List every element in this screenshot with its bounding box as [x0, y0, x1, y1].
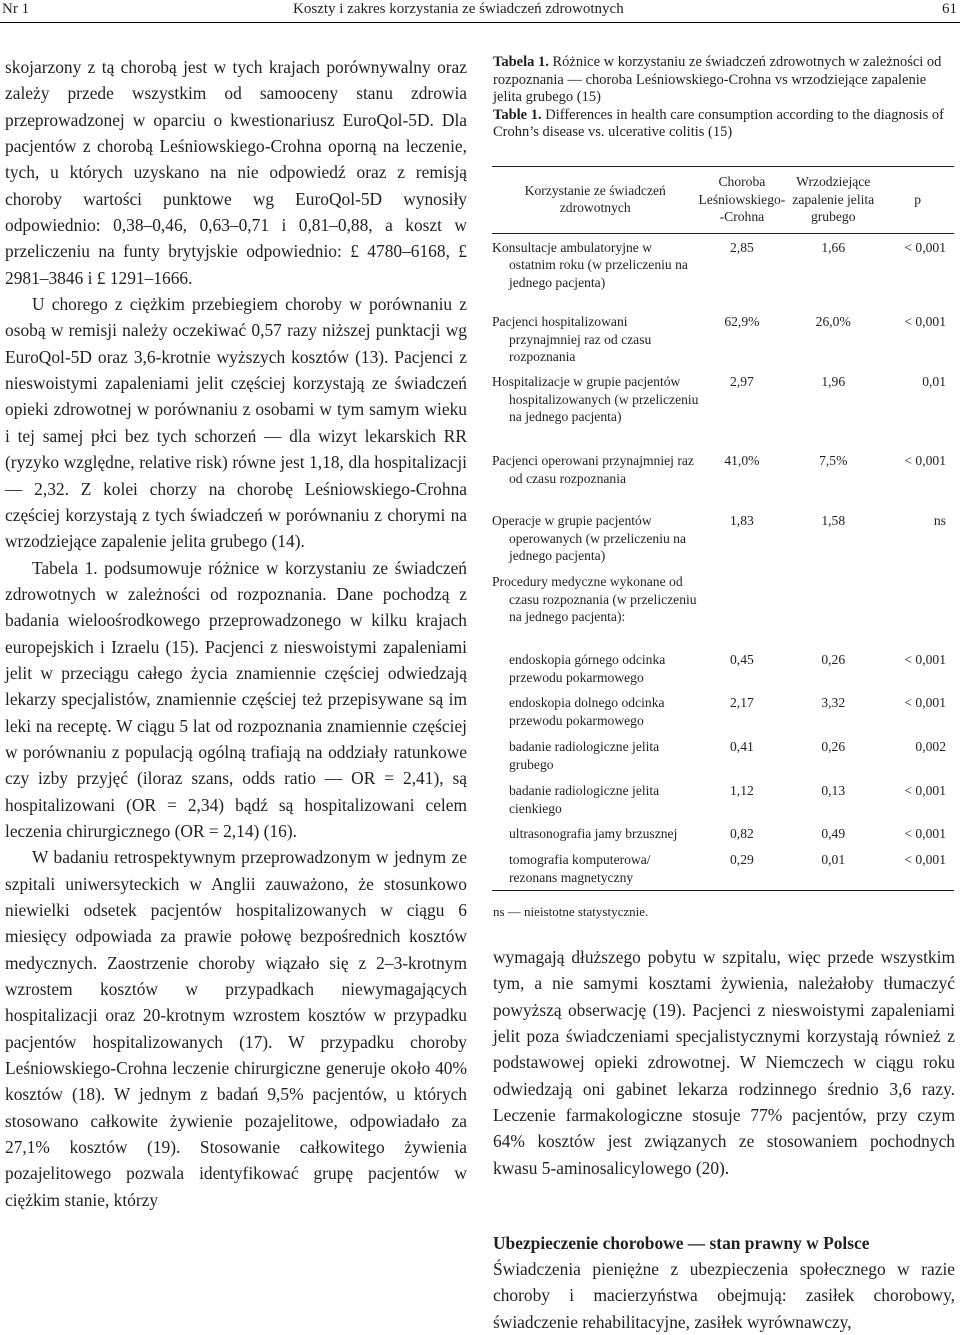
cell-uc: 0,49: [821, 826, 846, 841]
running-header: [0, 0, 960, 23]
paragraph: Świadczenia pieniężne z ubezpieczenia społecznego w razie choroby i macierzyństwa obejmują: zasiłek chorobowy, świadczenie rehabilitacyjne, zasiłek wyrównawczy,: [493, 1259, 955, 1332]
cell-p: 0,01: [922, 374, 946, 389]
cell-p: < 0,001: [904, 695, 946, 710]
table-row: [492, 851, 954, 891]
table-row: [492, 452, 954, 512]
column-header: Wrzodziejące zapalenie jelita grubego: [785, 167, 881, 234]
page-number: 61: [942, 1, 957, 17]
cell-crohn: [698, 573, 785, 651]
cell-p: < 0,001: [904, 314, 946, 329]
row-label: badanie radiologiczne jelita cienkiego: [509, 783, 660, 816]
cell-crohn: 41,0%: [724, 453, 760, 468]
table-row: [492, 313, 954, 373]
cell-crohn: 0,82: [730, 826, 754, 841]
cell-crohn: 2,97: [730, 374, 754, 389]
table-row: [492, 782, 954, 825]
right-column: [493, 944, 955, 1332]
table-row: [492, 825, 954, 851]
cell-crohn: 1,83: [730, 513, 754, 528]
row-label: Pacjenci hospitalizowani przynajmniej raz od czasu rozpoznania: [492, 314, 652, 364]
cell-crohn: 2,17: [730, 695, 754, 710]
table-row: [492, 738, 954, 782]
cell-crohn: 62,9%: [724, 314, 760, 329]
cell-p: 0,002: [915, 739, 946, 754]
cell-uc: 0,26: [821, 652, 846, 667]
paragraph: skojarzony z tą chorobą jest w tych krajach porównywalny oraz zależy przede wszystkim od samooceny stanu zdrowia przeprowadzonej w oparciu o kwestionariusz EuroQol-5D. Dla pacjentów z chorobą Leśniowskiego-Crohna oporną na leczenie, tych, u których uzyskano na nie odpowiedź oraz z remisją choroby wartości punktowe wg EuroQol-5D wynosiły odpowiednio: 0,38–0,46, 0,63–0,71 i 0,81–0,88, a koszt w przeliczeniu na funty brytyjskie odpowiednio: £ 4780–6168, £ 2981–3846 i £ 1291–1666.: [5, 57, 467, 288]
row-label: Hospitalizacje w grupie pacjentów hospitalizowanych (w przeliczeniu na jednego pacjenta): [492, 374, 699, 424]
table-row: [492, 651, 954, 694]
column-header: Korzystanie ze świadczeń zdrowotnych: [492, 167, 698, 234]
cell-p: < 0,001: [904, 826, 946, 841]
paragraph: W badaniu retrospektywnym przeprowadzonym w jednym ze szpitali uniwersyteckich w Anglii zauważono, że stosunkowo niewielki odsetek pacjentów hospitalizowanych w ciągu 6 miesięcy odpowiada za prawie połowę bezpośrednich kosztów medycznych. Zaostrzenie choroby wiązało się z 2–3-krotnym wzrostem kosztów w przypadkach niewymagających hospitalizacji oraz 20-krotnym wzrostem kosztów w przypadku pacjentów hospitalizowanych (17). W przypadku choroby Leśniowskiego-Crohna leczenie chirurgiczne generuje około 40% kosztów (18). W jednym z badań 9,5% pacjentów, u których stosowano całkowite żywienie pozajelitowe, odpowiadało za 27,1% kosztów (19). Stosowanie całkowitego żywienia pozajelitowego pozwala identyfikować grupę pacjentów w ciężkim stanie, którzy: [5, 847, 467, 1210]
table-footnote: ns — nieistotne statystycznie.: [493, 904, 649, 919]
caption-text: Różnice w korzystaniu ze świadczeń zdrowotnych w zależności od rozpoznania — choroba Leśniowskiego-Crohna vs wrzodziejące zapalenie jelita grubego (15): [493, 54, 942, 105]
caption-polish: [493, 54, 953, 107]
cell-uc: 3,32: [821, 695, 846, 710]
running-title: Koszty i zakres korzystania ze świadczeń zdrowotnych: [293, 1, 624, 17]
cell-crohn: 0,29: [698, 851, 785, 891]
column-header: p: [881, 167, 954, 234]
table-row: [492, 233, 954, 313]
paragraph: wymagają dłuższego pobytu w szpitalu, więc przede wszystkim tym, a nie samymi kosztami żywienia, należałoby tłumaczyć powyższą obserwację (19). Pacjenci z nieswoistymi zapaleniami jelit poza świadczeniami specjalistycznymi korzystają również z podstawowej opieki zdrowotnej. W Niemczech w ciągu roku odwiedzają oni gabinet lekarza rodzinnego średnio 3,6 razy. Leczenie farmakologiczne stosuje 77% pacjentów, przy czym 64% kosztów jest związanych ze stosowaniem pochodnych kwasu 5-aminosalicylowego (20).: [493, 947, 955, 1178]
cell-uc: 0,01: [785, 851, 881, 891]
table-header-row: [492, 167, 954, 234]
cell-crohn: 1,12: [730, 783, 754, 798]
caption-label: Tabela 1.: [493, 54, 549, 70]
row-label: endoskopia górnego odcinka przewodu pokarmowego: [509, 652, 666, 685]
paragraph: U chorego z ciężkim przebiegiem choroby w porównaniu z osobą w remisji należy oczekiwać 0,57 razy niższej punktacji wg EuroQol-5D oraz 3,6-krotnie wyższych kosztów (13). Pacjenci z nieswoistymi zapaleniami jelit częściej korzystają ze świadczeń opieki zdrowotnej w porównaniu z osobami w tym samym wieku i tej samej płci bez tych schorzeń — dla wizyt lekarskich RR (ryzyko względne, relative risk) równe jest 1,18, dla hospitalizacji — 2,32. Z kolei chorzy na chorobę Leśniowskiego-Crohna częściej korzystają z tych świadczeń w porównaniu z chorymi na wrzodziejące zapalenie jelita grubego (14).: [5, 294, 467, 552]
cell-uc: 0,26: [821, 739, 846, 754]
row-label: tomografia komputerowa/ rezonans magnetyczny: [492, 851, 698, 891]
cell-uc: 7,5%: [819, 453, 848, 468]
cell-uc: 1,96: [821, 374, 846, 389]
paragraph: Tabela 1. podsumowuje różnice w korzystaniu ze świadczeń zdrowotnych w zależności od rozpoznania. Dane pochodzą z badania wieloośrodkowego przeprowadzonego w kilku krajach europejskich i Izraelu (15). Pacjenci z nieswoistymi zapaleniami jelit w przeciągu całego życia znamiennie częściej odwiedzają lekarzy specjalistów, znamiennie częściej też przepisywane są im leki na receptę. W ciągu 5 lat od rozpoznania znamiennie częściej w porównaniu z populacją ogólną trafiają na oddziały ratunkowe czy izby przyjęć (iloraz szans, odds ratio — OR = 2,41), są hospitalizowani (OR = 2,34) bądź są hospitalizowani celem leczenia chirurgicznego (OR = 2,14) (16).: [5, 557, 467, 841]
row-label: endoskopia dolnego odcinka przewodu pokarmowego: [509, 695, 665, 728]
table-caption: [493, 54, 953, 142]
data-table: [492, 166, 954, 891]
cell-crohn: 0,45: [730, 652, 754, 667]
row-label: Operacje w grupie pacjentów operowanych (w przeliczeniu na jednego pacjenta): [492, 513, 687, 563]
cell-crohn: 0,41: [730, 739, 754, 754]
caption-text: Differences in health care consumption according to the diagnosis of Crohn’s disease vs. ulcerative colitis (15): [493, 106, 945, 140]
cell-p: [881, 573, 954, 651]
caption-english: [493, 107, 953, 142]
row-label: Procedury medyczne wykonane od czasu rozpoznania (w przeliczeniu na jednego pacjenta):: [492, 574, 697, 624]
row-label: Konsultacje ambulatoryjne w ostatnim roku (w przeliczeniu na jednego pacjenta): [492, 239, 688, 290]
cell-uc: 1,58: [821, 513, 846, 528]
cell-uc: 1,66: [821, 239, 846, 255]
row-label: ultrasonografia jamy brzusznej: [509, 826, 678, 841]
table-row: [492, 573, 954, 651]
row-label: badanie radiologiczne jelita grubego: [509, 739, 660, 772]
table-row: [492, 512, 954, 573]
journal-issue: Nr 1: [2, 1, 30, 17]
section-heading: Ubezpieczenie chorobowe — stan prawny w Polsce: [493, 1233, 870, 1253]
row-label: Pacjenci operowani przynajmniej raz od czasu rozpoznania: [492, 453, 694, 486]
cell-p: < 0,001: [904, 453, 946, 468]
cell-p: < 0,001: [904, 239, 946, 255]
table-row: [492, 694, 954, 738]
cell-uc: [785, 573, 881, 651]
cell-uc: 26,0%: [815, 314, 851, 329]
table-row: [492, 373, 954, 452]
cell-p: < 0,001: [904, 783, 946, 798]
cell-p: < 0,001: [881, 851, 954, 891]
cell-crohn: 2,85: [730, 239, 754, 255]
column-header: Choroba Leśniowskiego--Crohna: [698, 167, 785, 234]
cell-uc: 0,13: [821, 783, 846, 798]
cell-p: ns: [933, 513, 946, 528]
caption-label: Table 1.: [493, 106, 542, 123]
cell-p: < 0,001: [904, 652, 946, 667]
left-column: [5, 54, 467, 1213]
